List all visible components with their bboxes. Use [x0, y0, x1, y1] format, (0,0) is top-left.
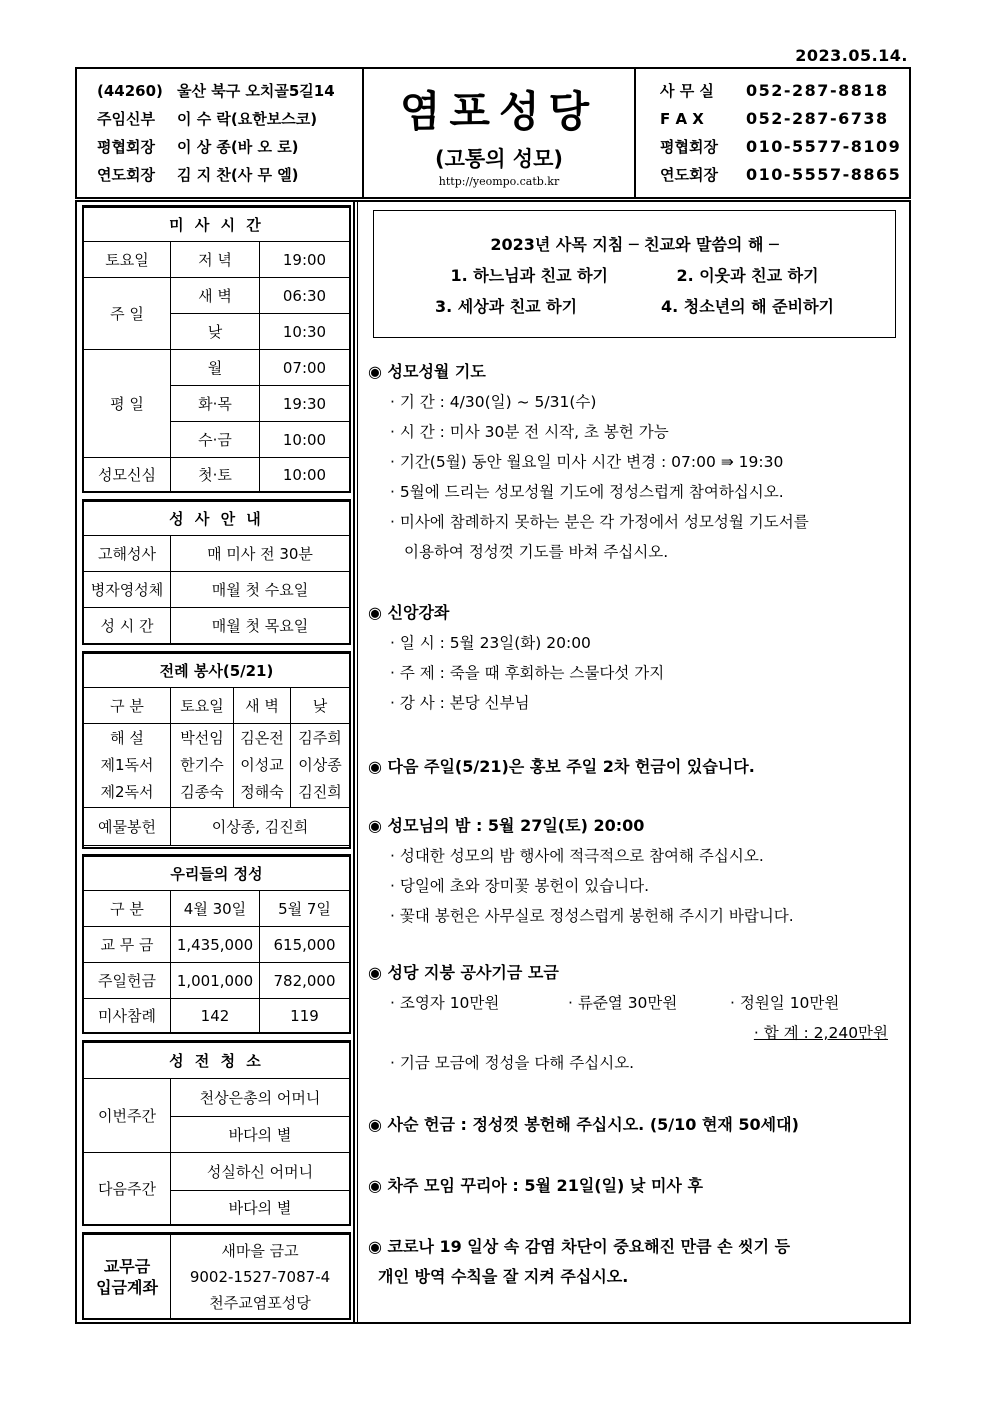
notice-line: · 강 사 : 본당 신부님 — [390, 694, 530, 712]
contact-label: 사 무 실 — [660, 82, 714, 100]
mass-day: 평 일 — [84, 350, 171, 458]
offering-row-label: 교 무 금 — [84, 927, 171, 963]
fax-line — [660, 105, 909, 133]
mass-day: 성모신심 — [84, 458, 171, 492]
offering-amount: 1,001,000 — [171, 963, 260, 999]
offerings-header: 구 분 — [84, 891, 171, 927]
liturgy-header: 낮 — [291, 688, 350, 724]
server-name: 김진희 — [298, 783, 342, 801]
liturgy-day — [291, 724, 350, 808]
server-name: 김온전 — [240, 729, 284, 747]
server-name: 김주희 — [298, 729, 342, 747]
fund-total-row — [368, 1018, 908, 1048]
sacrament-label: 성 시 간 — [84, 608, 171, 644]
fund-total: · 합 계 : 2,240만원 — [753, 1024, 888, 1042]
motto-item: 1. 하느님과 친교 하기 — [450, 266, 609, 285]
server-name: 한기수 — [180, 756, 224, 774]
mass-day: 토요일 — [84, 242, 171, 278]
sacrament-value: 매 미사 전 30분 — [171, 536, 350, 572]
motto-item: 3. 세상과 친교 하기 — [434, 297, 578, 316]
council-president-line — [97, 133, 362, 161]
sacrament-label: 고해성사 — [84, 536, 171, 572]
liturgy-sat — [171, 724, 234, 808]
mass-day: 주 일 — [84, 278, 171, 350]
rosary-notice — [368, 357, 908, 567]
pastoral-motto — [373, 210, 896, 338]
address-line — [97, 77, 362, 105]
mass-slot: 낮 — [171, 314, 260, 350]
week-label: 이번주간 — [84, 1079, 171, 1153]
account-details — [171, 1235, 350, 1319]
server-name: 정해숙 — [240, 783, 284, 801]
notice-title: ◉ 코로나 19 일상 속 감염 차단이 중요해진 만큼 손 씻기 등 — [368, 1237, 791, 1256]
info-value: 김 지 찬(사 무 엘) — [177, 166, 299, 184]
liturgy-title: 전례 봉사(5/21) — [84, 654, 350, 688]
info-value: 울산 북구 오치골5길14 — [177, 82, 335, 100]
offering-amount: 1,435,000 — [171, 927, 260, 963]
info-label: 평협회장 — [97, 138, 155, 156]
office-phone-line — [660, 77, 909, 105]
account-holder: 천주교염포성당 — [209, 1293, 311, 1312]
sacraments-title: 성 사 안 내 — [84, 502, 350, 536]
role: 제1독서 — [100, 756, 154, 774]
notice-line: · 시 간 : 미사 30분 전 시작, 초 봉헌 가능 — [390, 423, 669, 441]
mass-slot: 새 벽 — [171, 278, 260, 314]
parish-name: 염포성당 — [399, 87, 599, 136]
offerings-table — [83, 856, 350, 1033]
cleaning-title: 성 전 청 소 — [84, 1043, 350, 1079]
notice-title: ◉ 성모님의 밤 : 5월 27일(토) 20:00 — [368, 816, 645, 835]
notice-line: 개인 방역 수칙을 잘 지켜 주십시오. — [378, 1267, 629, 1286]
liturgy-roles — [84, 724, 171, 808]
contact-label: 연도회장 — [660, 166, 718, 184]
notice-title: ◉ 다음 주일(5/21)은 홍보 주일 2차 헌금이 있습니다. — [368, 757, 755, 776]
parish-title-block — [364, 69, 634, 197]
offering-label: 예물봉헌 — [84, 808, 171, 846]
mass-time: 19:30 — [260, 386, 350, 422]
column-divider — [353, 200, 355, 1324]
motto-item: 2. 이웃과 친교 하기 — [676, 266, 819, 285]
column-divider-inner — [357, 200, 358, 1324]
notice-title: ◉ 신앙강좌 — [368, 603, 450, 622]
notice-title: ◉ 성당 지붕 공사기금 모금 — [368, 963, 559, 982]
cleaning-group: 성실하신 어머니 — [171, 1153, 350, 1191]
motto-row — [374, 291, 895, 322]
offering-amount: 615,000 — [260, 927, 350, 963]
bank-name: 새마을 금고 — [221, 1241, 299, 1260]
group-meeting-notice — [368, 1171, 908, 1201]
council-phone-line — [660, 133, 909, 161]
notice-line: · 미사에 참례하지 못하는 분은 각 가정에서 성모성월 기도서를 — [390, 513, 809, 531]
mass-times-title: 미 사 시 간 — [84, 208, 350, 242]
notice-line: · 당일에 초와 장미꽃 봉헌이 있습니다. — [390, 877, 650, 895]
mass-slot: 화·목 — [171, 386, 260, 422]
week-label: 다음주간 — [84, 1153, 171, 1225]
contact-label: F A X — [660, 110, 704, 128]
server-name: 박선임 — [180, 729, 224, 747]
notice-line: · 꽃대 봉헌은 사무실로 정성스럽게 봉헌해 주시기 바랍니다. — [390, 907, 794, 925]
sacraments-table — [83, 501, 350, 644]
notice-line: · 기간(5월) 동안 월요일 미사 시간 변경 : 07:00 ⇛ 19:30 — [390, 453, 784, 471]
server-name: 이성교 — [240, 756, 284, 774]
donor: · 조영자 10만원 — [390, 994, 500, 1012]
mass-slot: 첫·토 — [171, 458, 260, 492]
notice-line: · 5월에 드리는 성모성월 기도에 정성스럽게 참여하십시오. — [390, 483, 784, 501]
info-value: 이 상 종(바 오 로) — [177, 138, 299, 156]
notice-line: · 성대한 성모의 밤 행사에 적극적으로 참여해 주십시오. — [390, 847, 764, 865]
parish-info — [77, 69, 364, 197]
mass-times-table — [83, 207, 350, 492]
account-table — [83, 1234, 350, 1319]
liturgy-header: 새 벽 — [234, 688, 291, 724]
mass-slot: 월 — [171, 350, 260, 386]
info-label: (44260) — [97, 82, 163, 100]
contact-number: 052-287-6738 — [746, 109, 889, 128]
donor-row — [368, 988, 908, 1018]
notice-line: · 기 간 : 4/30(일) ~ 5/31(수) — [390, 393, 597, 411]
liturgy-dawn — [234, 724, 291, 808]
liturgy-table — [83, 653, 350, 846]
covid-notice — [368, 1232, 908, 1292]
contact-label: 평협회장 — [660, 138, 718, 156]
account-number: 9002-1527-7087-4 — [189, 1267, 331, 1286]
notice-line: 이용하여 정성껏 기도를 바쳐 주십시오. — [404, 543, 669, 561]
lecture-notice — [368, 598, 908, 718]
motto-item: 4. 청소년의 해 준비하기 — [660, 297, 835, 316]
mass-time: 10:00 — [260, 422, 350, 458]
sacrament-value: 매월 첫 목요일 — [171, 608, 350, 644]
donor: · 류준열 30만원 — [568, 994, 678, 1012]
bulletin-date: 2023.05.14. — [795, 46, 908, 65]
role: 해 설 — [110, 729, 144, 747]
notice-line: · 일 시 : 5월 23일(화) 20:00 — [390, 634, 591, 652]
offering-value: 이상종, 김진희 — [171, 808, 350, 846]
contact-info — [634, 69, 909, 197]
info-label: 주임신부 — [97, 110, 155, 128]
offering-amount: 119 — [260, 999, 350, 1033]
offering-amount: 142 — [171, 999, 260, 1033]
sacrament-label: 병자영성체 — [84, 572, 171, 608]
motto-row — [374, 260, 895, 291]
notice-title: ◉ 성모성월 기도 — [368, 362, 486, 381]
server-name: 이상종 — [298, 756, 342, 774]
contact-number: 010-5577-8109 — [746, 137, 902, 156]
account-label — [84, 1235, 171, 1319]
info-label: 연도회장 — [97, 166, 155, 184]
offerings-header: 4월 30일 — [171, 891, 260, 927]
offerings-title: 우리들의 정성 — [84, 857, 350, 891]
mass-time: 07:00 — [260, 350, 350, 386]
account-label-line: 교무금 — [103, 1256, 151, 1276]
liturgy-header: 토요일 — [171, 688, 234, 724]
server-name: 김종숙 — [180, 783, 224, 801]
donor: · 정원일 10만원 — [730, 994, 840, 1012]
notice-line: · 주 제 : 죽을 때 후회하는 스물다섯 가지 — [390, 664, 665, 682]
offerings-header: 5월 7일 — [260, 891, 350, 927]
mass-time: 10:30 — [260, 314, 350, 350]
bulletin-header — [75, 67, 911, 199]
sacrament-value: 매월 첫 수요일 — [171, 572, 350, 608]
liturgy-header: 구 분 — [84, 688, 171, 724]
notice-title: ◉ 차주 모임 꾸리아 : 5월 21일(일) 낮 미사 후 — [368, 1176, 703, 1195]
lent-notice — [368, 1110, 908, 1140]
mass-slot: 저 녁 — [171, 242, 260, 278]
yeondo-phone-line — [660, 161, 909, 189]
contact-number: 052-287-8818 — [746, 81, 889, 100]
contact-number: 010-5557-8865 — [746, 165, 902, 184]
mass-time: 10:00 — [260, 458, 350, 492]
notice-line: · 기금 모금에 정성을 다해 주십시오. — [390, 1054, 635, 1072]
motto-title: 2023년 사목 지침 ─ 친교와 말씀의 해 ─ — [490, 235, 779, 254]
notice-title: ◉ 사순 헌금 : 정성껏 봉헌해 주십시오. (5/10 현재 50세대) — [368, 1115, 799, 1134]
parish-subtitle: (고통의 성모) — [435, 147, 563, 171]
info-value: 이 수 락(요한보스코) — [177, 110, 318, 128]
roof-fund-notice — [368, 958, 908, 1078]
mass-time: 06:30 — [260, 278, 350, 314]
role: 제2독서 — [100, 783, 154, 801]
offering-row-label: 주일헌금 — [84, 963, 171, 999]
offering-row-label: 미사참례 — [84, 999, 171, 1033]
parish-url[interactable]: http://yeompo.catb.kr — [438, 175, 560, 188]
mass-slot: 수·금 — [171, 422, 260, 458]
cleaning-group: 바다의 별 — [171, 1191, 350, 1225]
mass-time: 19:00 — [260, 242, 350, 278]
offering-amount: 782,000 — [260, 963, 350, 999]
yeondo-president-line — [97, 161, 362, 189]
mary-night-notice — [368, 811, 908, 931]
collection-notice — [368, 752, 908, 782]
cleaning-group: 바다의 별 — [171, 1117, 350, 1153]
pastor-line — [97, 105, 362, 133]
account-label-line: 입금계좌 — [96, 1277, 158, 1297]
cleaning-table — [83, 1042, 350, 1225]
cleaning-group: 천상은총의 어머니 — [171, 1079, 350, 1117]
